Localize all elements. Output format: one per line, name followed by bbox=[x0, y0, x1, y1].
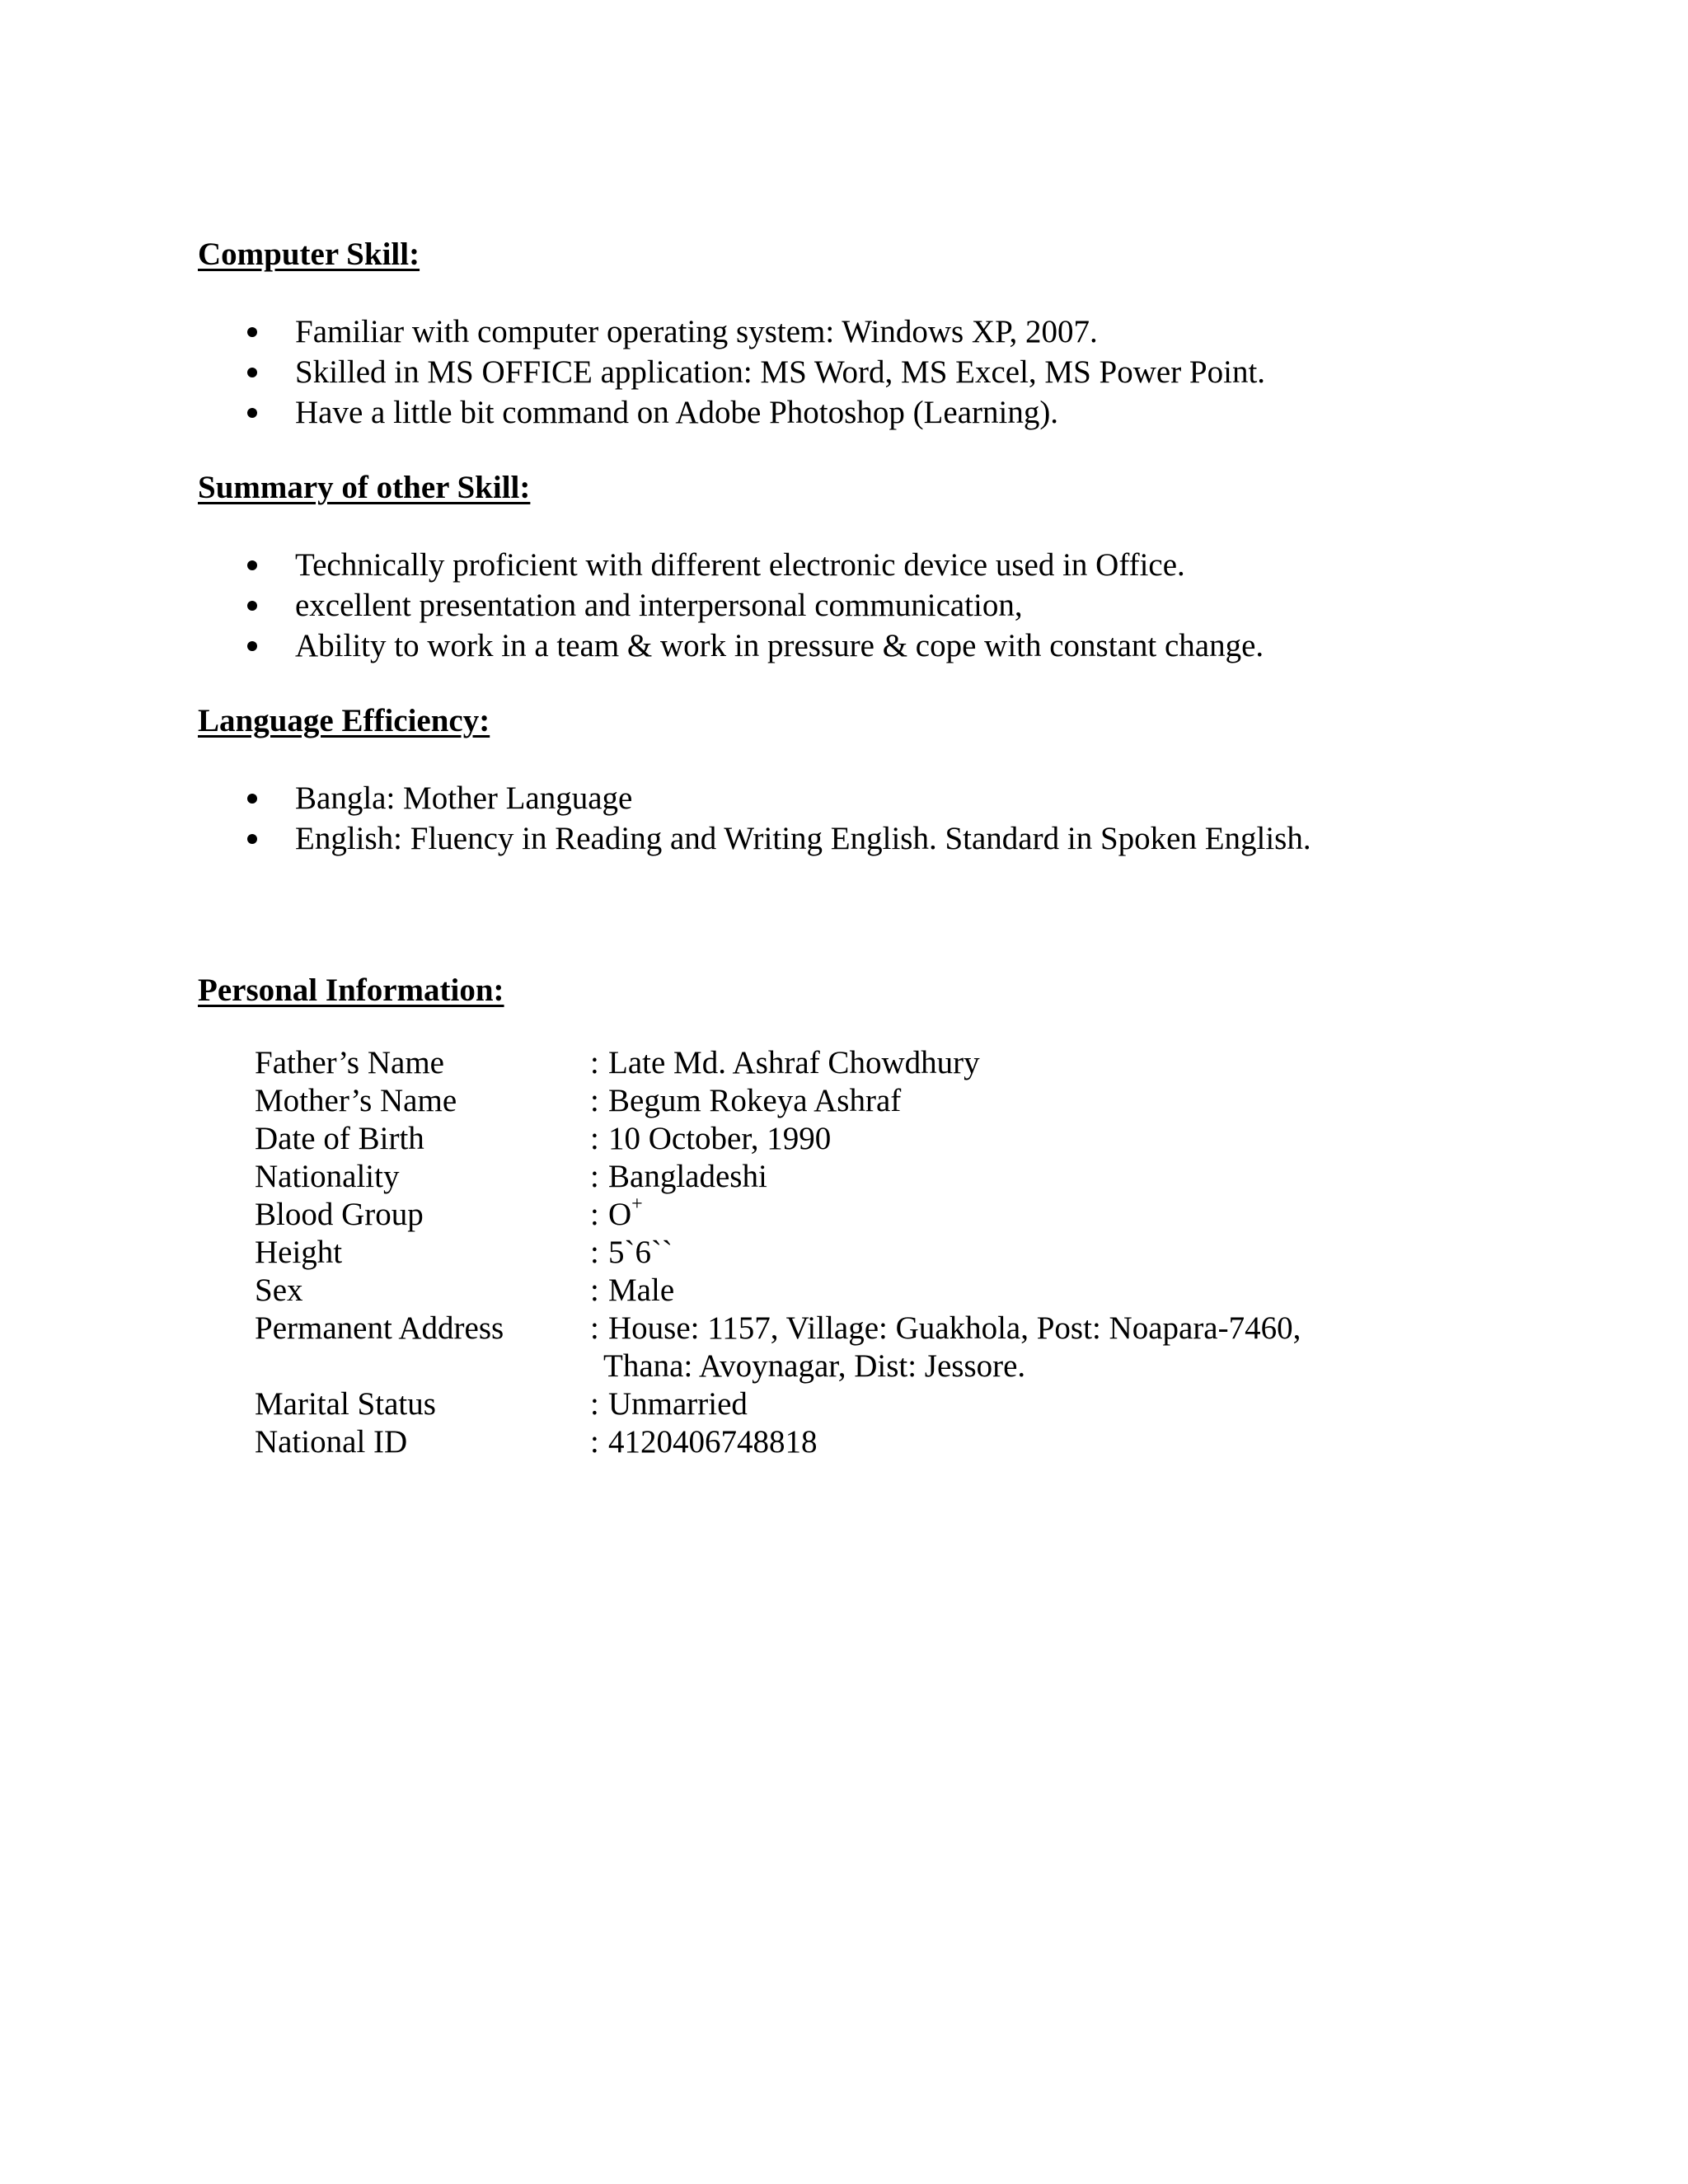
list-item bbox=[247, 818, 1311, 859]
list-item bbox=[247, 626, 1264, 666]
info-label: Sex bbox=[255, 1272, 303, 1308]
other-skill-list bbox=[247, 545, 1264, 666]
info-value: Male bbox=[608, 1272, 675, 1308]
blood-group-letter: O bbox=[608, 1197, 632, 1232]
info-separator: : bbox=[590, 1272, 599, 1308]
list-item bbox=[247, 392, 1265, 433]
bullet-icon bbox=[247, 834, 257, 844]
list-item-text: Ability to work in a team & work in pressure & cope with constant change. bbox=[295, 628, 1264, 663]
info-row-permanent-address bbox=[255, 1310, 1301, 1385]
list-item bbox=[247, 312, 1265, 352]
info-value: 4120406748818 bbox=[608, 1424, 818, 1460]
bullet-icon bbox=[247, 408, 257, 418]
bullet-icon bbox=[247, 368, 257, 377]
info-label: Height bbox=[255, 1235, 343, 1270]
info-row-fathers-name bbox=[255, 1044, 1301, 1082]
other-skill-heading: Summary of other Skill: bbox=[198, 470, 531, 505]
info-row-height bbox=[255, 1234, 1301, 1272]
list-item-text: Familiar with computer operating system: Windows XP, 2007. bbox=[295, 314, 1098, 349]
bullet-icon bbox=[247, 327, 257, 337]
personal-info-heading: Personal Information: bbox=[198, 972, 504, 1008]
list-item bbox=[247, 585, 1264, 626]
info-value: Late Md. Ashraf Chowdhury bbox=[608, 1045, 980, 1080]
list-item bbox=[247, 545, 1264, 585]
list-item-text: Bangla: Mother Language bbox=[295, 780, 633, 816]
info-row-mothers-name bbox=[255, 1082, 1301, 1120]
info-row-date-of-birth bbox=[255, 1120, 1301, 1158]
info-label: National ID bbox=[255, 1424, 408, 1460]
list-item-text: excellent presentation and interpersonal communication, bbox=[295, 588, 1023, 623]
info-value: Unmarried bbox=[608, 1386, 748, 1422]
info-value: Begum Rokeya Ashraf bbox=[608, 1083, 902, 1118]
blood-group-rh: + bbox=[631, 1193, 643, 1215]
info-separator: : bbox=[590, 1197, 599, 1232]
info-row-blood-group bbox=[255, 1193, 1301, 1234]
info-value bbox=[608, 1193, 643, 1234]
info-value: Bangladeshi bbox=[608, 1159, 767, 1194]
info-separator: : bbox=[590, 1310, 599, 1346]
info-separator: : bbox=[590, 1235, 599, 1270]
list-item bbox=[247, 352, 1265, 392]
info-value: 10 October, 1990 bbox=[608, 1121, 832, 1156]
info-separator: : bbox=[590, 1159, 599, 1194]
computer-skill-heading: Computer Skill: bbox=[198, 237, 420, 272]
info-separator: : bbox=[590, 1045, 599, 1080]
info-label: Mother’s Name bbox=[255, 1083, 457, 1118]
bullet-icon bbox=[247, 641, 257, 651]
address-line-2: Thana: Avoynagar, Dist: Jessore. bbox=[603, 1348, 1026, 1384]
list-item bbox=[247, 778, 1311, 818]
info-separator: : bbox=[590, 1386, 599, 1422]
info-row-nationality bbox=[255, 1158, 1301, 1196]
computer-skill-list bbox=[247, 312, 1265, 433]
list-item-text: Skilled in MS OFFICE application: MS Word, MS Excel, MS Power Point. bbox=[295, 354, 1266, 390]
info-label: Blood Group bbox=[255, 1197, 424, 1232]
info-separator: : bbox=[590, 1121, 599, 1156]
info-separator: : bbox=[590, 1424, 599, 1460]
info-label: Date of Birth bbox=[255, 1121, 424, 1156]
list-item-text: English: Fluency in Reading and Writing English. Standard in Spoken English. bbox=[295, 821, 1311, 856]
language-heading: Language Efficiency: bbox=[198, 703, 490, 738]
bullet-icon bbox=[247, 794, 257, 804]
info-label: Marital Status bbox=[255, 1386, 436, 1422]
info-row-marital-status bbox=[255, 1385, 1301, 1423]
bullet-icon bbox=[247, 601, 257, 611]
info-row-national-id bbox=[255, 1423, 1301, 1461]
language-list bbox=[247, 778, 1311, 859]
info-value: 5`6`` bbox=[608, 1235, 673, 1270]
bullet-icon bbox=[247, 560, 257, 570]
info-label: Nationality bbox=[255, 1159, 400, 1194]
personal-info-table bbox=[255, 1044, 1301, 1461]
address-line-1: House: 1157, Village: Guakhola, Post: Noapara-7460, bbox=[608, 1310, 1301, 1346]
info-value bbox=[603, 1310, 1301, 1385]
info-label: Father’s Name bbox=[255, 1045, 444, 1080]
info-label: Permanent Address bbox=[255, 1310, 504, 1346]
list-item-text: Technically proficient with different electronic device used in Office. bbox=[295, 547, 1185, 583]
info-row-sex bbox=[255, 1272, 1301, 1310]
info-separator: : bbox=[590, 1083, 599, 1118]
list-item-text: Have a little bit command on Adobe Photoshop (Learning). bbox=[295, 395, 1059, 430]
